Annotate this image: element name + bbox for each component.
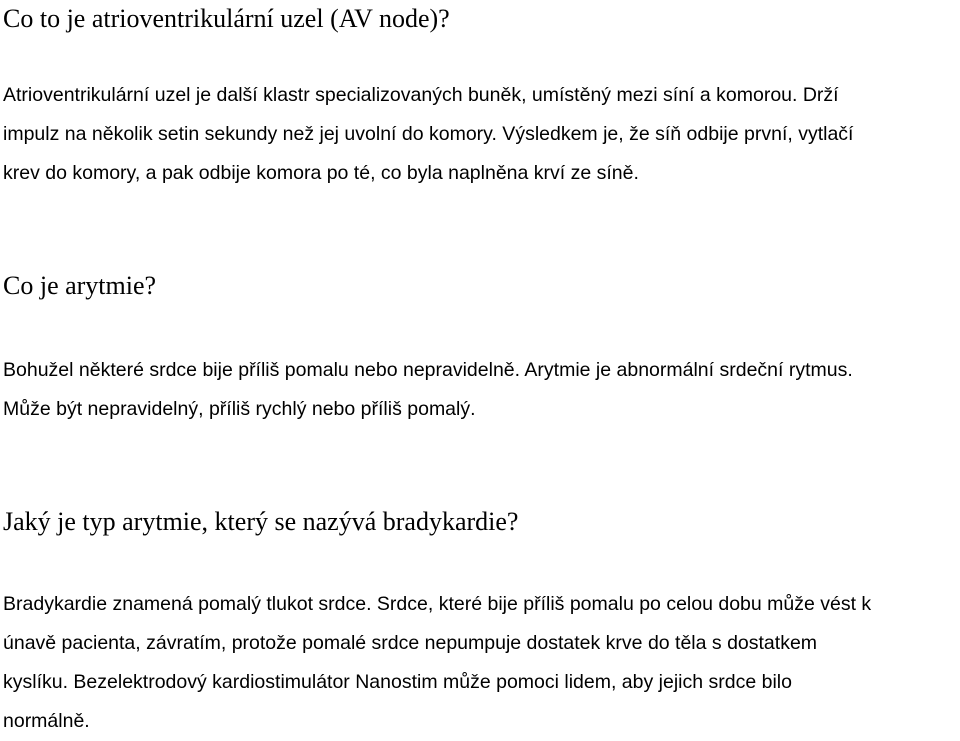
paragraph-line: normálně. [3, 710, 90, 732]
paragraph-line: krev do komory, a pak odbije komora po té, co byla naplněna krví ze síně. [3, 162, 639, 184]
paragraph-line: únavě pacienta, závratím, protože pomalé srdce nepumpuje dostatek krve do těla s dostatkem [3, 632, 818, 654]
paragraph-line: Atrioventrikulární uzel je další klastr specializovaných buněk, umístěný mezi síní a komorou. Drží [3, 84, 839, 106]
paragraph-bradycardia [3, 585, 871, 741]
paragraph-line: Bradykardie znamená pomalý tlukot srdce. Srdce, které bije příliš pomalu po celou dobu může vést k [3, 593, 872, 615]
paragraph-line: kyslíku. Bezelektrodový kardiostimulátor Nanostim může pomoci lidem, aby jejich srdce bilo [3, 671, 792, 693]
paragraph-arrhythmia [3, 351, 853, 429]
paragraph-line: Bohužel některé srdce bije příliš pomalu nebo nepravidelně. Arytmie je abnormální srdeční rytmus. [3, 359, 853, 381]
heading-bradycardia: Jaký je typ arytmie, který se nazývá bradykardie? [3, 507, 519, 536]
heading-av-node: Co to je atrioventrikulární uzel (AV node)? [3, 4, 450, 33]
paragraph-line: Může být nepravidelný, příliš rychlý nebo příliš pomalý. [3, 398, 476, 420]
paragraph-line: impulz na několik setin sekundy než jej uvolní do komory. Výsledkem je, že síň odbije první, vytlačí [3, 123, 854, 145]
paragraph-av-node [3, 76, 853, 193]
heading-arrhythmia: Co je arytmie? [3, 271, 157, 300]
